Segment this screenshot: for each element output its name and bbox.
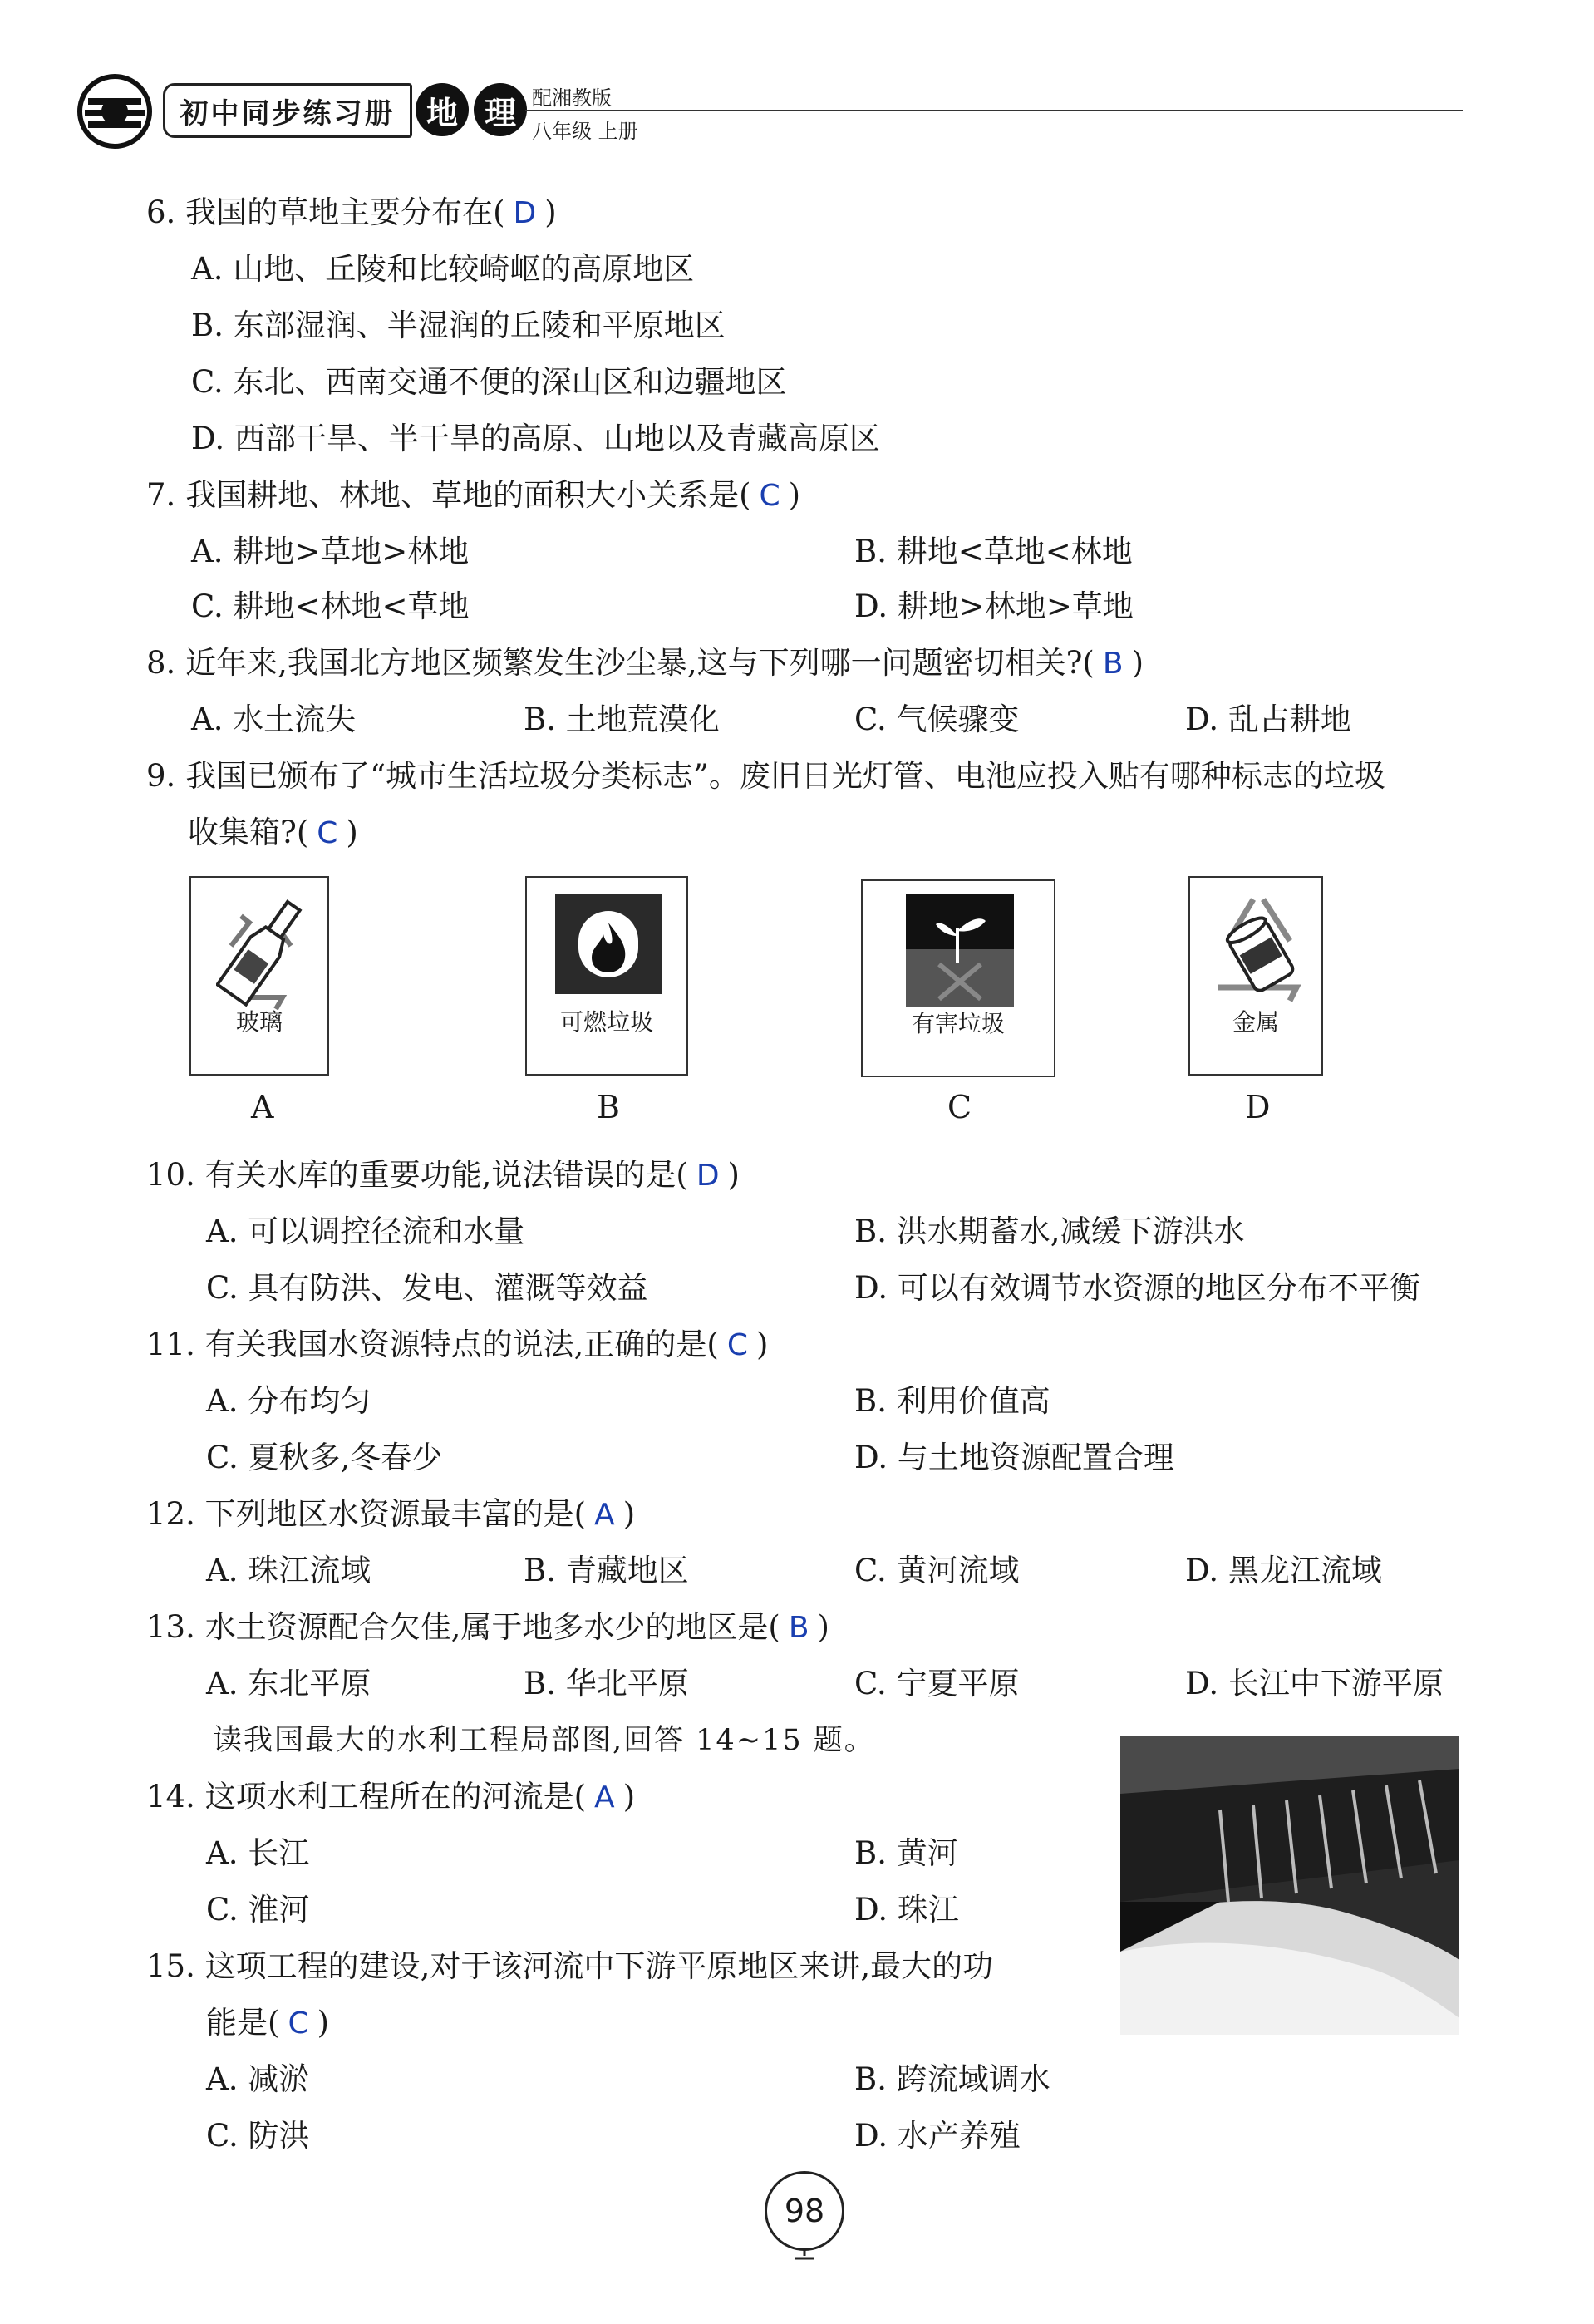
dam-photo bbox=[1120, 1736, 1459, 2035]
q15-option-c: C. 防洪 bbox=[206, 2118, 310, 2154]
q8-option-c: C. 气候骤变 bbox=[854, 702, 1020, 737]
q6-option-d: D. 西部干旱、半干旱的高原、山地以及青藏高原区 bbox=[191, 421, 880, 456]
question-7: 7. 我国耕地、林地、草地的面积大小关系是( C ) bbox=[146, 477, 801, 513]
header-rule bbox=[525, 110, 1463, 111]
q14-option-d: D. 珠江 bbox=[854, 1892, 959, 1928]
bin-label-hazardous: 有害垃圾 bbox=[911, 1010, 1005, 1037]
bin-letter-a: A bbox=[251, 1089, 274, 1125]
q7-option-b: B. 耕地<草地<林地 bbox=[854, 534, 1133, 569]
q15-option-a: A. 减淤 bbox=[206, 2061, 310, 2097]
q6-option-b: B. 东部湿润、半湿润的丘陵和平原地区 bbox=[191, 308, 726, 343]
question-8: 8. 近年来,我国北方地区频繁发生沙尘暴,这与下列哪一问题密切相关?( B ) bbox=[146, 645, 1144, 681]
globe-stand-icon bbox=[791, 2249, 818, 2261]
bin-metal bbox=[1188, 876, 1323, 1076]
answer-6: D bbox=[513, 196, 537, 230]
answer-15: C bbox=[288, 2006, 309, 2041]
q11-option-a: A. 分布均匀 bbox=[206, 1383, 371, 1419]
question-10: 10. 有关水库的重要功能,说法错误的是( D ) bbox=[146, 1157, 740, 1193]
grade-label: 八年级 上册 bbox=[532, 120, 638, 143]
question-15: 15. 这项工程的建设,对于该河流中下游平原地区来讲,最大的功 bbox=[146, 1948, 994, 1984]
q12-option-a: A. 珠江流域 bbox=[206, 1553, 371, 1588]
q7-option-a: A. 耕地>草地>林地 bbox=[191, 534, 470, 569]
subject-char-2: 理 bbox=[474, 83, 527, 136]
bin-label-combustible: 可燃垃圾 bbox=[559, 1008, 653, 1036]
question-14: 14. 这项水利工程所在的河流是( A ) bbox=[146, 1779, 636, 1814]
q13-option-d: D. 长江中下游平原 bbox=[1185, 1666, 1444, 1701]
question-12: 12. 下列地区水资源最丰富的是( A ) bbox=[146, 1496, 636, 1532]
page-number: 98 bbox=[765, 2171, 844, 2251]
flame-icon bbox=[555, 894, 662, 994]
answer-7: C bbox=[759, 479, 780, 513]
q15-option-d: D. 水产养殖 bbox=[854, 2118, 1021, 2154]
question-13: 13. 水土资源配合欠佳,属于地多水少的地区是( B ) bbox=[146, 1609, 829, 1645]
glass-bottle-icon bbox=[216, 888, 306, 1021]
q14-option-c: C. 淮河 bbox=[206, 1892, 310, 1928]
q8-option-b: B. 土地荒漠化 bbox=[524, 702, 720, 737]
q11-option-c: C. 夏秋多,冬春少 bbox=[206, 1440, 443, 1475]
bin-letter-d: D bbox=[1245, 1089, 1271, 1125]
q13-option-c: C. 宁夏平原 bbox=[854, 1666, 1020, 1701]
answer-11: C bbox=[726, 1328, 748, 1362]
bin-letter-b: B bbox=[597, 1089, 620, 1125]
bin-glass bbox=[189, 876, 329, 1076]
q13-option-a: A. 东北平原 bbox=[206, 1666, 371, 1701]
q12-option-b: B. 青藏地区 bbox=[524, 1553, 689, 1588]
book-title: 初中同步练习册 bbox=[163, 83, 412, 138]
bin-hazardous bbox=[861, 879, 1055, 1077]
q10-option-a: A. 可以调控径流和水量 bbox=[206, 1214, 525, 1249]
q8-option-a: A. 水土流失 bbox=[191, 702, 357, 737]
hazard-plant-icon bbox=[906, 894, 1014, 1007]
q14-option-a: A. 长江 bbox=[206, 1835, 310, 1871]
question-11: 11. 有关我国水资源特点的说法,正确的是( C ) bbox=[146, 1327, 769, 1362]
answer-10: D bbox=[696, 1159, 720, 1193]
question-15-continued: 能是( C ) bbox=[206, 2005, 330, 2041]
q6-option-a: A. 山地、丘陵和比较崎岖的高原地区 bbox=[191, 251, 695, 287]
question-9: 9. 我国已颁布了“城市生活垃圾分类标志”。废旧日光灯管、电池应投入贴有哪种标志的垃圾 bbox=[146, 758, 1385, 794]
q8-option-d: D. 乱占耕地 bbox=[1185, 702, 1351, 737]
q12-option-c: C. 黄河流域 bbox=[854, 1553, 1020, 1588]
q15-option-b: B. 跨流域调水 bbox=[854, 2061, 1050, 2097]
metal-can-icon bbox=[1203, 888, 1311, 1021]
answer-13: B bbox=[788, 1611, 809, 1645]
answer-9: C bbox=[317, 816, 338, 850]
q10-option-c: C. 具有防洪、发电、灌溉等效益 bbox=[206, 1270, 648, 1306]
q10-option-d: D. 可以有效调节水资源的地区分布不平衡 bbox=[854, 1270, 1420, 1306]
q10-option-b: B. 洪水期蓄水,减缓下游洪水 bbox=[854, 1214, 1245, 1249]
answer-12: A bbox=[594, 1498, 615, 1532]
answer-8: B bbox=[1102, 647, 1124, 681]
answer-14: A bbox=[594, 1780, 615, 1814]
question-9-continued: 收集箱?( C ) bbox=[188, 815, 358, 850]
bin-combustible bbox=[525, 876, 688, 1076]
q12-option-d: D. 黑龙江流域 bbox=[1185, 1553, 1382, 1588]
subject-badges bbox=[416, 78, 527, 143]
q14-option-b: B. 黄河 bbox=[854, 1835, 958, 1871]
bin-letter-c: C bbox=[947, 1089, 972, 1125]
q7-option-c: C. 耕地<林地<草地 bbox=[191, 588, 470, 624]
q7-option-d: D. 耕地>林地>草地 bbox=[854, 588, 1134, 624]
bin-label-glass: 玻璃 bbox=[235, 1008, 283, 1036]
edition-label: 配湘教版 bbox=[532, 86, 612, 110]
bin-label-metal: 金属 bbox=[1232, 1008, 1279, 1036]
q11-option-d: D. 与土地资源配置合理 bbox=[854, 1440, 1174, 1475]
q6-option-c: C. 东北、西南交通不便的深山区和边疆地区 bbox=[191, 364, 787, 400]
reading-intro: 读我国最大的水利工程局部图,回答 14~15 题。 bbox=[213, 1724, 875, 1757]
q11-option-b: B. 利用价值高 bbox=[854, 1383, 1050, 1419]
subject-char-1: 地 bbox=[416, 83, 469, 136]
q13-option-b: B. 华北平原 bbox=[524, 1666, 689, 1701]
publisher-logo bbox=[76, 73, 153, 150]
question-6: 6. 我国的草地主要分布在( D ) bbox=[146, 194, 557, 230]
